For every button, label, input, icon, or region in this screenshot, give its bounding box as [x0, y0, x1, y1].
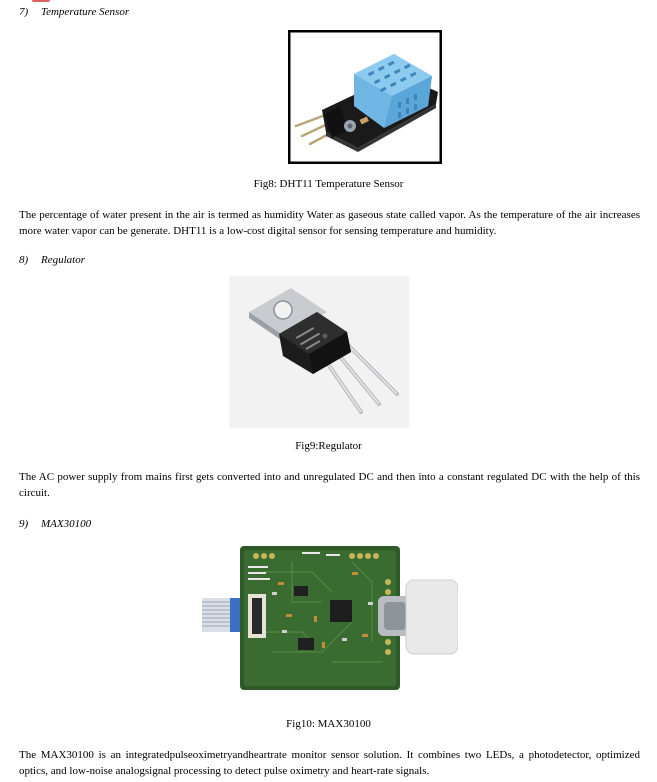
page-top-mark: [32, 0, 50, 2]
paragraph-max30100: The MAX30100 is an integratedpulseoximetryandheartrate monitor sensor solution. It combines two LEDs, a photodetector, optimized optics, and low-noise analogsignal processing to detect pulse oximetry and heart-rate signals.: [19, 749, 640, 777]
figure-regulator: [229, 276, 409, 428]
figure-dht11-sensor: [288, 30, 442, 164]
section-number: 8): [19, 254, 29, 266]
figure-max30100: [202, 542, 458, 692]
section-number: 7): [19, 6, 29, 18]
section-heading-temperature-sensor: [19, 6, 129, 18]
section-title: MAX30100: [41, 518, 92, 530]
figure-caption: Fig10: MAX30100: [286, 718, 371, 730]
paragraph-regulator: The AC power supply from mains first gets converted into and unregulated DC and then into a constant regulated DC with the help of this circuit.: [19, 471, 640, 499]
section-heading-max30100: [19, 518, 91, 530]
figure-caption: Fig8: DHT11 Temperature Sensor: [253, 178, 404, 190]
section-title: Regulator: [41, 254, 85, 266]
figure-caption: Fig9:Regulator: [295, 440, 362, 452]
section-number: 9): [19, 518, 29, 530]
paragraph-temperature-sensor: The percentage of water present in the air is termed as humidity Water as gaseous state called vapor. As the temperature of the air increases more water vapor can be generate. DHT11 is a low-cost digital sensor for sensing temperature and humidity.: [19, 209, 640, 237]
section-title: Temperature Sensor: [41, 6, 130, 18]
section-heading-regulator: [19, 254, 85, 266]
